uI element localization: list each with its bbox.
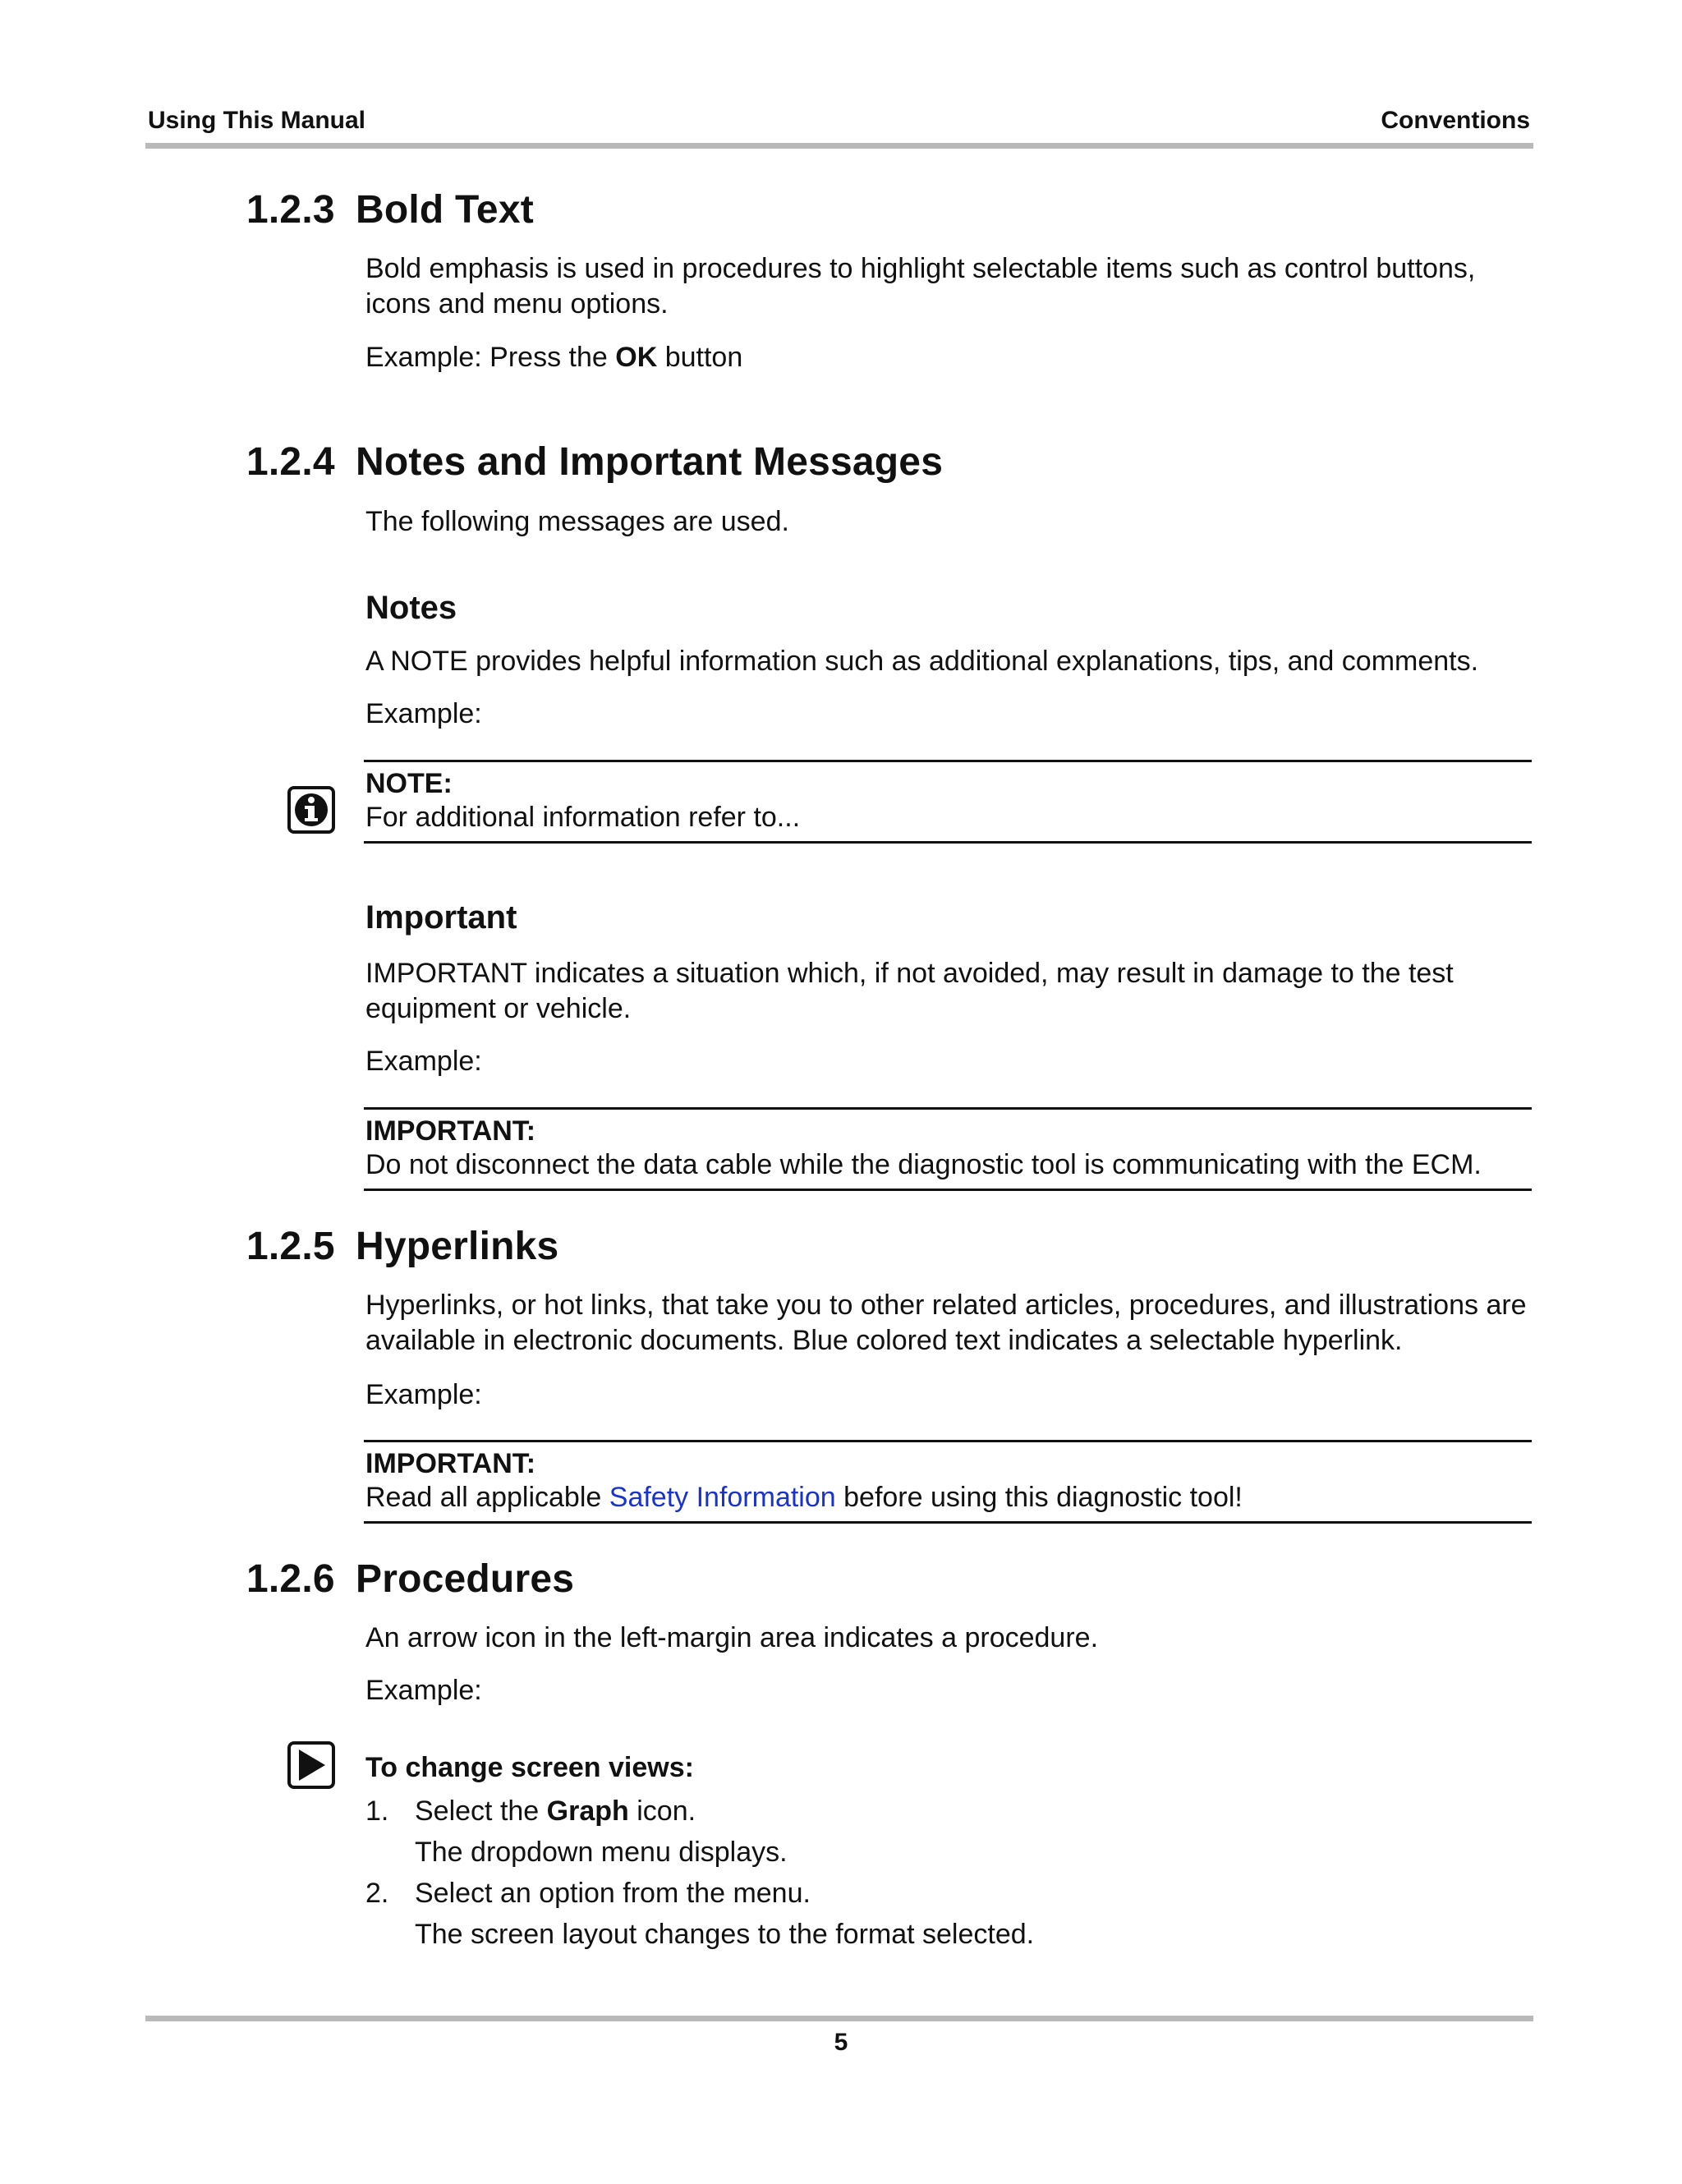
notes-description: A NOTE provides helpful information such as additional explanations, tips, and comments. [365,646,1479,677]
page-number: 5 [834,2029,848,2056]
section-heading-1-2-3 [246,187,534,232]
section-title: Hyperlinks [356,1225,559,1268]
procedures-example-label: Example: [365,1675,482,1706]
running-header-right: Conventions [1381,107,1530,134]
bold-text-example [365,340,1532,375]
list-item [365,1791,1532,1832]
step-result: The screen layout changes to the format selected. [415,1919,1035,1950]
safety-information-link[interactable]: Safety Information [609,1482,836,1513]
section-number: 1.2.5 [246,1225,335,1268]
step-result: The dropdown menu displays. [415,1837,788,1868]
header-rule [145,143,1533,149]
ok-bold-text: OK [615,342,658,373]
step-text: Select the Graph icon. [415,1795,696,1827]
hyperlink-important-label: IMPORTANT: [365,1448,536,1479]
section-number: 1.2.4 [246,440,335,484]
note-callout-box [364,760,1532,844]
hyperlink-callout-box [364,1440,1532,1524]
section-number: 1.2.3 [246,188,335,232]
section-heading-1-2-4 [246,439,943,485]
important-heading: Important [365,899,517,936]
section-heading-1-2-6 [246,1556,574,1602]
play-arrow-icon [287,1741,335,1789]
step-number: 2. [365,1878,389,1909]
procedure-title: To change screen views: [365,1752,694,1783]
footer-rule [145,2016,1533,2021]
important-text: Do not disconnect the data cable while the diagnostic tool is communicating with the ECM. [365,1149,1482,1180]
note-label: NOTE: [365,768,453,799]
hyperlinks-description: Hyperlinks, or hot links, that take you to other related articles, procedures, and illustrations are available in electronic documents. Blue colored text indicates a selectable hyperlink. [365,1290,1527,1356]
hyperlink-prefix: Read all applicable [365,1482,609,1513]
important-callout-box [364,1107,1532,1191]
section-title: Bold Text [356,188,534,232]
messages-intro: The following messages are used. [365,506,789,537]
section-title: Notes and Important Messages [356,440,944,484]
example-prefix: Example: Press the [365,342,616,373]
section-heading-1-2-5 [246,1224,558,1269]
list-item [365,1873,1532,1914]
notes-example-label: Example: [365,698,482,729]
important-label: IMPORTANT: [365,1115,536,1147]
step-number: 1. [365,1795,389,1827]
section-number: 1.2.6 [246,1557,335,1601]
running-header-left: Using This Manual [148,107,366,134]
step-text: Select an option from the menu. [415,1878,811,1909]
section-title: Procedures [356,1557,575,1601]
important-description: IMPORTANT indicates a situation which, if not avoided, may result in damage to the test equipment or vehicle. [365,958,1454,1024]
important-example-label: Example: [365,1046,482,1077]
hyperlinks-example-label: Example: [365,1379,482,1410]
procedures-description: An arrow icon in the left-margin area indicates a procedure. [365,1622,1099,1653]
info-icon [287,786,335,834]
graph-bold-text: Graph [546,1795,629,1827]
bold-text-description: Bold emphasis is used in procedures to highlight selectable items such as control buttons, icons and menu options. [365,253,1476,320]
hyperlink-suffix: before using this diagnostic tool! [835,1482,1243,1513]
procedure-steps [365,1791,1532,1955]
example-suffix: button [657,342,743,373]
notes-heading: Notes [365,590,457,626]
note-text: For additional information refer to... [365,802,801,833]
